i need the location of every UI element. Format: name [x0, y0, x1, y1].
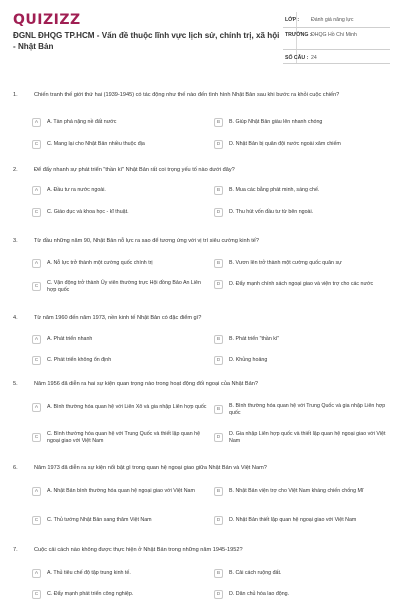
option-letter-badge: C	[32, 433, 41, 442]
option-text: B. Vươn lên trở thành một cường quốc quân sự	[229, 260, 342, 267]
option-text: B. Mua các bằng phát minh, sáng chế.	[229, 187, 320, 194]
option-a[interactable]	[32, 259, 207, 268]
question-number: 4.	[13, 315, 18, 321]
option-text: D. Khủng hoảng	[229, 357, 268, 364]
option-c[interactable]	[32, 590, 207, 599]
option-letter-badge: A	[32, 259, 41, 268]
option-a[interactable]	[32, 186, 207, 195]
worksheet-info-panel	[283, 14, 390, 64]
option-a[interactable]	[32, 403, 207, 412]
option-text: D. Thu hút vốn đầu tư từ bên ngoài.	[229, 209, 314, 216]
option-b[interactable]	[214, 487, 390, 496]
option-text: D. Dân chủ hóa lao động.	[229, 591, 290, 598]
option-text: A. Tàn phá nặng nề đất nước	[47, 119, 117, 126]
option-letter-badge: B	[214, 569, 223, 578]
option-text: D. Đẩy mạnh chính sách ngoại giao và viện trợ cho các nước	[229, 281, 374, 288]
option-letter-badge: B	[214, 487, 223, 496]
class-row	[283, 14, 390, 28]
option-a[interactable]	[32, 487, 207, 496]
option-letter-badge: D	[214, 590, 223, 599]
option-b[interactable]	[214, 335, 390, 344]
option-letter-badge: D	[214, 140, 223, 149]
option-text: A. Phát triển nhanh	[47, 336, 93, 343]
class-label: LỚP :	[285, 17, 300, 23]
option-letter-badge: D	[214, 433, 223, 442]
option-letter-badge: C	[32, 356, 41, 365]
option-letter-badge: C	[32, 282, 41, 291]
option-letter-badge: A	[32, 118, 41, 127]
question-text: Chiến tranh thế giới thứ hai (1939-1945) có tác động như thế nào đến tình hình Nhật Bản sau khi bước ra khỏi cuộc chiến?	[34, 92, 340, 98]
option-letter-badge: B	[214, 259, 223, 268]
option-letter-badge: D	[214, 356, 223, 365]
question-text: Để đẩy nhanh sự phát triển "thần kì" Nhật Bản rất coi trọng yếu tố nào dưới đây?	[34, 167, 235, 173]
question-count-label: SỐ CÂU :	[285, 55, 309, 61]
option-letter-badge: A	[32, 335, 41, 344]
question-text: Năm 1973 đã diễn ra sự kiện nổi bật gì trong quan hệ ngoại giao giữa Nhật Bản và Việt Nam?	[34, 465, 267, 471]
option-text: C. Phát triển không ổn định	[47, 357, 112, 364]
option-letter-badge: C	[32, 516, 41, 525]
option-text: B. Bình thường hóa quan hệ với Trung Quốc và gia nhập Liên hợp quốc	[229, 403, 386, 416]
option-d[interactable]	[214, 280, 390, 289]
option-text: C. Thủ tướng Nhật Bản sang thăm Việt Nam	[47, 517, 152, 524]
school-label: TRƯỜNG :	[285, 32, 312, 38]
option-b[interactable]	[214, 186, 390, 195]
option-text: D. Nhật Bản thiết lập quan hệ ngoại giao với Việt Nam	[229, 517, 357, 524]
option-letter-badge: B	[214, 405, 223, 414]
option-letter-badge: B	[214, 186, 223, 195]
question-count-row	[283, 50, 390, 64]
worksheet-title: ĐGNL ĐHQG TP.HCM - Vấn đề thuộc lĩnh vực lịch sử, chính trị, xã hội - Nhật Bản	[13, 31, 280, 51]
option-text: C. Giáo dục và khoa học - kĩ thuật.	[47, 209, 129, 216]
option-text: A. Bình thường hóa quan hệ với Liên Xô và gia nhập Liên hợp quốc	[47, 404, 207, 411]
option-text: D. Gia nhập Liên hợp quốc và thiết lập quan hệ ngoại giao với Việt Nam	[229, 431, 386, 444]
question-text: Từ năm 1960 đến năm 1973, nền kinh tế Nhật Bản có đặc điểm gì?	[34, 315, 202, 321]
question-number: 6.	[13, 465, 18, 471]
option-b[interactable]	[214, 259, 390, 268]
question-number: 2.	[13, 167, 18, 173]
option-letter-badge: C	[32, 140, 41, 149]
option-text: C. Vận động trở thành Ủy viên thường trực Hội đồng Bảo An Liên hợp quốc	[47, 280, 201, 293]
option-d[interactable]	[214, 208, 390, 217]
question-count-value: 24	[311, 55, 317, 61]
option-d[interactable]	[214, 356, 390, 365]
option-c[interactable]	[32, 208, 207, 217]
option-letter-badge: B	[214, 118, 223, 127]
option-b[interactable]	[214, 403, 390, 416]
question-number: 3.	[13, 238, 18, 244]
option-text: C. Đẩy mạnh phát triển công nghiệp.	[47, 591, 134, 598]
option-d[interactable]	[214, 516, 390, 525]
option-letter-badge: D	[214, 280, 223, 289]
option-d[interactable]	[214, 431, 390, 444]
option-text: A. Nỗ lực trở thành một cường quốc chính trị	[47, 260, 153, 267]
option-letter-badge: B	[214, 335, 223, 344]
question-number: 5.	[13, 381, 18, 387]
quizizz-logo: QUIZIZZ	[13, 12, 81, 28]
option-text: D. Nhật Bản bị quân đội nước ngoài xâm chiếm	[229, 141, 341, 148]
option-letter-badge: D	[214, 516, 223, 525]
option-text: A. Đầu tư ra nước ngoài.	[47, 187, 106, 194]
option-a[interactable]	[32, 335, 207, 344]
option-c[interactable]	[32, 280, 207, 293]
option-letter-badge: A	[32, 186, 41, 195]
school-value: ĐHQG Hồ Chí Minh	[311, 32, 357, 38]
option-letter-badge: D	[214, 208, 223, 217]
option-letter-badge: A	[32, 403, 41, 412]
option-text: B. Giúp Nhật Bản giàu lên nhanh chóng	[229, 119, 323, 126]
option-c[interactable]	[32, 356, 207, 365]
question-text: Cuộc cải cách nào không được thực hiện ở Nhật Bản trong những năm 1945-1952?	[34, 547, 243, 553]
option-a[interactable]	[32, 118, 207, 127]
option-text: B. Cải cách ruộng đất.	[229, 570, 282, 577]
option-text: B. Nhật Bản viện trợ cho Việt Nam kháng chiến chống Mĩ	[229, 488, 364, 495]
option-d[interactable]	[214, 140, 390, 149]
class-value: Đánh giá năng lực	[311, 17, 354, 23]
option-letter-badge: C	[32, 590, 41, 599]
option-text: B. Phát triển "thần kì"	[229, 336, 280, 343]
option-letter-badge: A	[32, 487, 41, 496]
question-text: Từ đầu những năm 90, Nhật Bản nỗ lực ra sao để tương ứng với vị trí siêu cường kinh tế?	[34, 238, 260, 244]
option-letter-badge: C	[32, 208, 41, 217]
question-number: 7.	[13, 547, 18, 553]
option-d[interactable]	[214, 590, 390, 599]
question-number: 1.	[13, 92, 18, 98]
option-a[interactable]	[32, 569, 207, 578]
worksheet-header	[0, 0, 400, 74]
option-text: A. Thủ tiêu chế độ tập trung kinh tế.	[47, 570, 131, 577]
option-text: C. Bình thường hóa quan hệ với Trung Quốc và thiết lập quan hệ ngoại giao với Việt Nam	[47, 431, 201, 444]
option-c[interactable]	[32, 431, 207, 444]
question-text: Năm 1956 đã diễn ra hai sự kiện quan trọng nào trong hoạt động đối ngoại của Nhật Bản?	[34, 381, 258, 387]
option-b[interactable]	[214, 118, 390, 127]
option-b[interactable]	[214, 569, 390, 578]
option-c[interactable]	[32, 516, 207, 525]
option-letter-badge: A	[32, 569, 41, 578]
option-text: C. Mang lại cho Nhật Bản nhiều thuộc địa	[47, 141, 145, 148]
school-row	[283, 28, 390, 50]
option-c[interactable]	[32, 140, 207, 149]
option-text: A. Nhật Bản bình thường hóa quan hệ ngoại giao với Việt Nam	[47, 488, 195, 495]
